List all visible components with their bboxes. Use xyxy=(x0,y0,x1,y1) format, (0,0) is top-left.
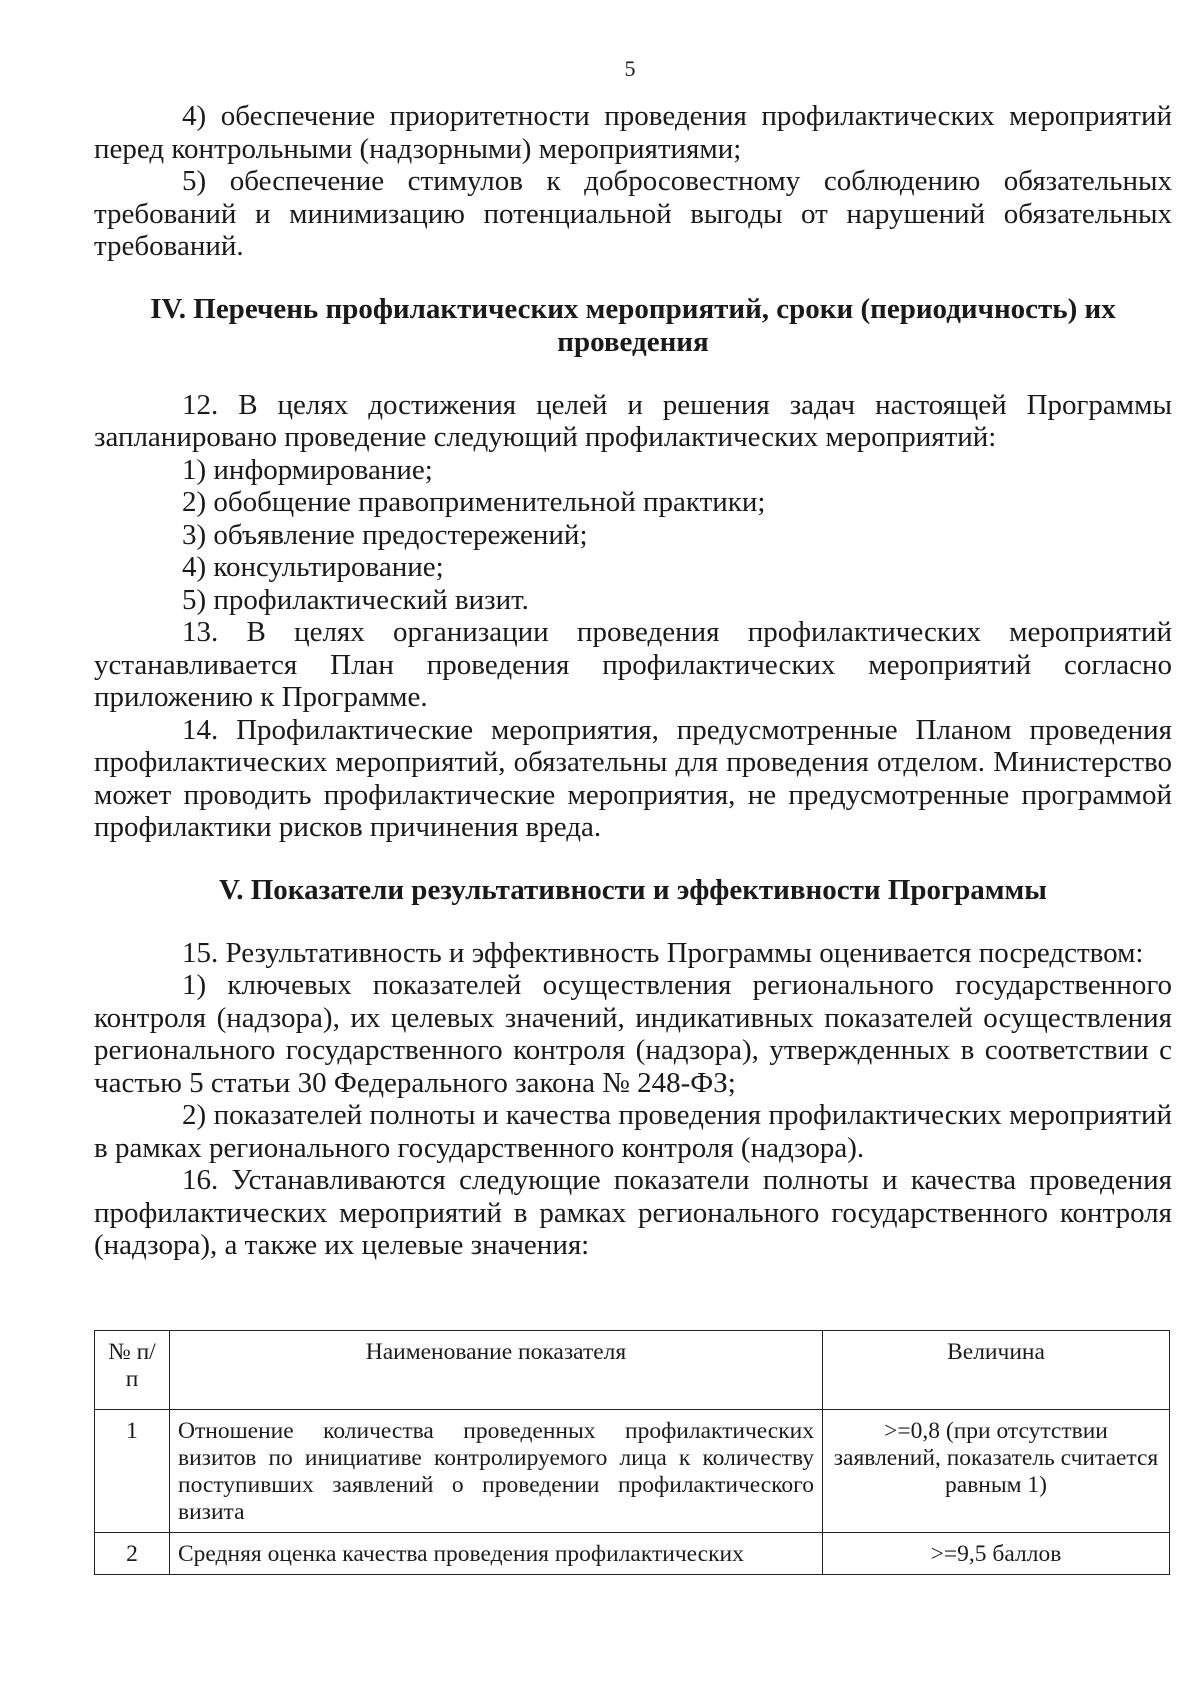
paragraph-12: 12. В целях достижения целей и решения задач настоящей Программы запланировано проведение следующий профилактических мероприятий: xyxy=(94,388,1172,453)
column-header-number: № п/п xyxy=(95,1331,170,1410)
list-item: 2) обобщение правоприменительной практики; xyxy=(182,486,766,518)
list-item: 3) объявление предостережений; xyxy=(182,518,588,551)
list-item: 1) информирование; xyxy=(182,453,433,486)
paragraph-15: 15. Результативность и эффективность Программы оценивается посредством: xyxy=(182,936,1144,969)
indicators-table xyxy=(94,1330,1170,1575)
table-header-row xyxy=(95,1331,1170,1410)
paragraph-14: 14. Профилактические мероприятия, предусмотренные Планом проведения профилактических мероприятий, обязательны для проведения отделом. Министерство может проводить профилактические мероприятия, не предусмотренные программой профилактики рисков причинения вреда. xyxy=(94,713,1172,843)
section-heading-iv: IV. Перечень профилактических мероприятий, сроки (периодичность) их проведения xyxy=(150,292,1116,358)
row-number: 1 xyxy=(95,1410,170,1533)
column-header-value: Величина xyxy=(823,1331,1170,1410)
section-heading-v: V. Показатели результативности и эффективности Программы xyxy=(219,873,1047,906)
list-item: 4) консультирование; xyxy=(182,551,444,583)
table-row xyxy=(95,1410,1170,1533)
document-body xyxy=(94,100,1172,1262)
indicator-name: Отношение количества проведенных профилактических визитов по инициативе контролируемого лица к количеству поступивших заявлений о проведении профилактического визита xyxy=(170,1410,823,1533)
paragraph-13: 13. В целях организации проведения профилактических мероприятий устанавливается План проведения профилактических мероприятий согласно приложению к Программе. xyxy=(94,616,1172,713)
paragraph-16: 16. Устанавливаются следующие показатели полноты и качества проведения профилактических мероприятий в рамках регионального государственного контроля (надзора), а также их целевые значения: xyxy=(94,1164,1172,1261)
table-row xyxy=(95,1533,1170,1575)
paragraph-15-2: 2) показателей полноты и качества проведения профилактических мероприятий в рамках регионального государственного контроля (надзора). xyxy=(94,1099,1172,1164)
paragraph-item-5: 5) обеспечение стимулов к добросовестному соблюдению обязательных требований и минимизацию потенциальной выгоды от нарушений обязательных требований. xyxy=(94,165,1172,262)
row-number: 2 xyxy=(95,1533,170,1575)
list-item: 5) профилактический визит. xyxy=(182,583,529,616)
paragraph-item-4: 4) обеспечение приоритетности проведения профилактических мероприятий перед контрольными (надзорными) мероприятиями; xyxy=(94,100,1172,165)
indicator-value: >=9,5 баллов xyxy=(823,1533,1170,1575)
column-header-name: Наименование показателя xyxy=(170,1331,823,1410)
paragraph-15-1: 1) ключевых показателей осуществления регионального государственного контроля (надзора), их целевых значений, индикативных показателей осуществления регионального государственного контроля (надзора), утвержденных в соответствии с частью 5 статьи 30 Федерального закона № 248-ФЗ; xyxy=(94,969,1172,1099)
page-number: 5 xyxy=(624,56,636,81)
indicator-name: Средняя оценка качества проведения профилактических xyxy=(170,1533,823,1575)
indicator-value: >=0,8 (при отсутствии заявлений, показатель считается равным 1) xyxy=(823,1410,1170,1533)
